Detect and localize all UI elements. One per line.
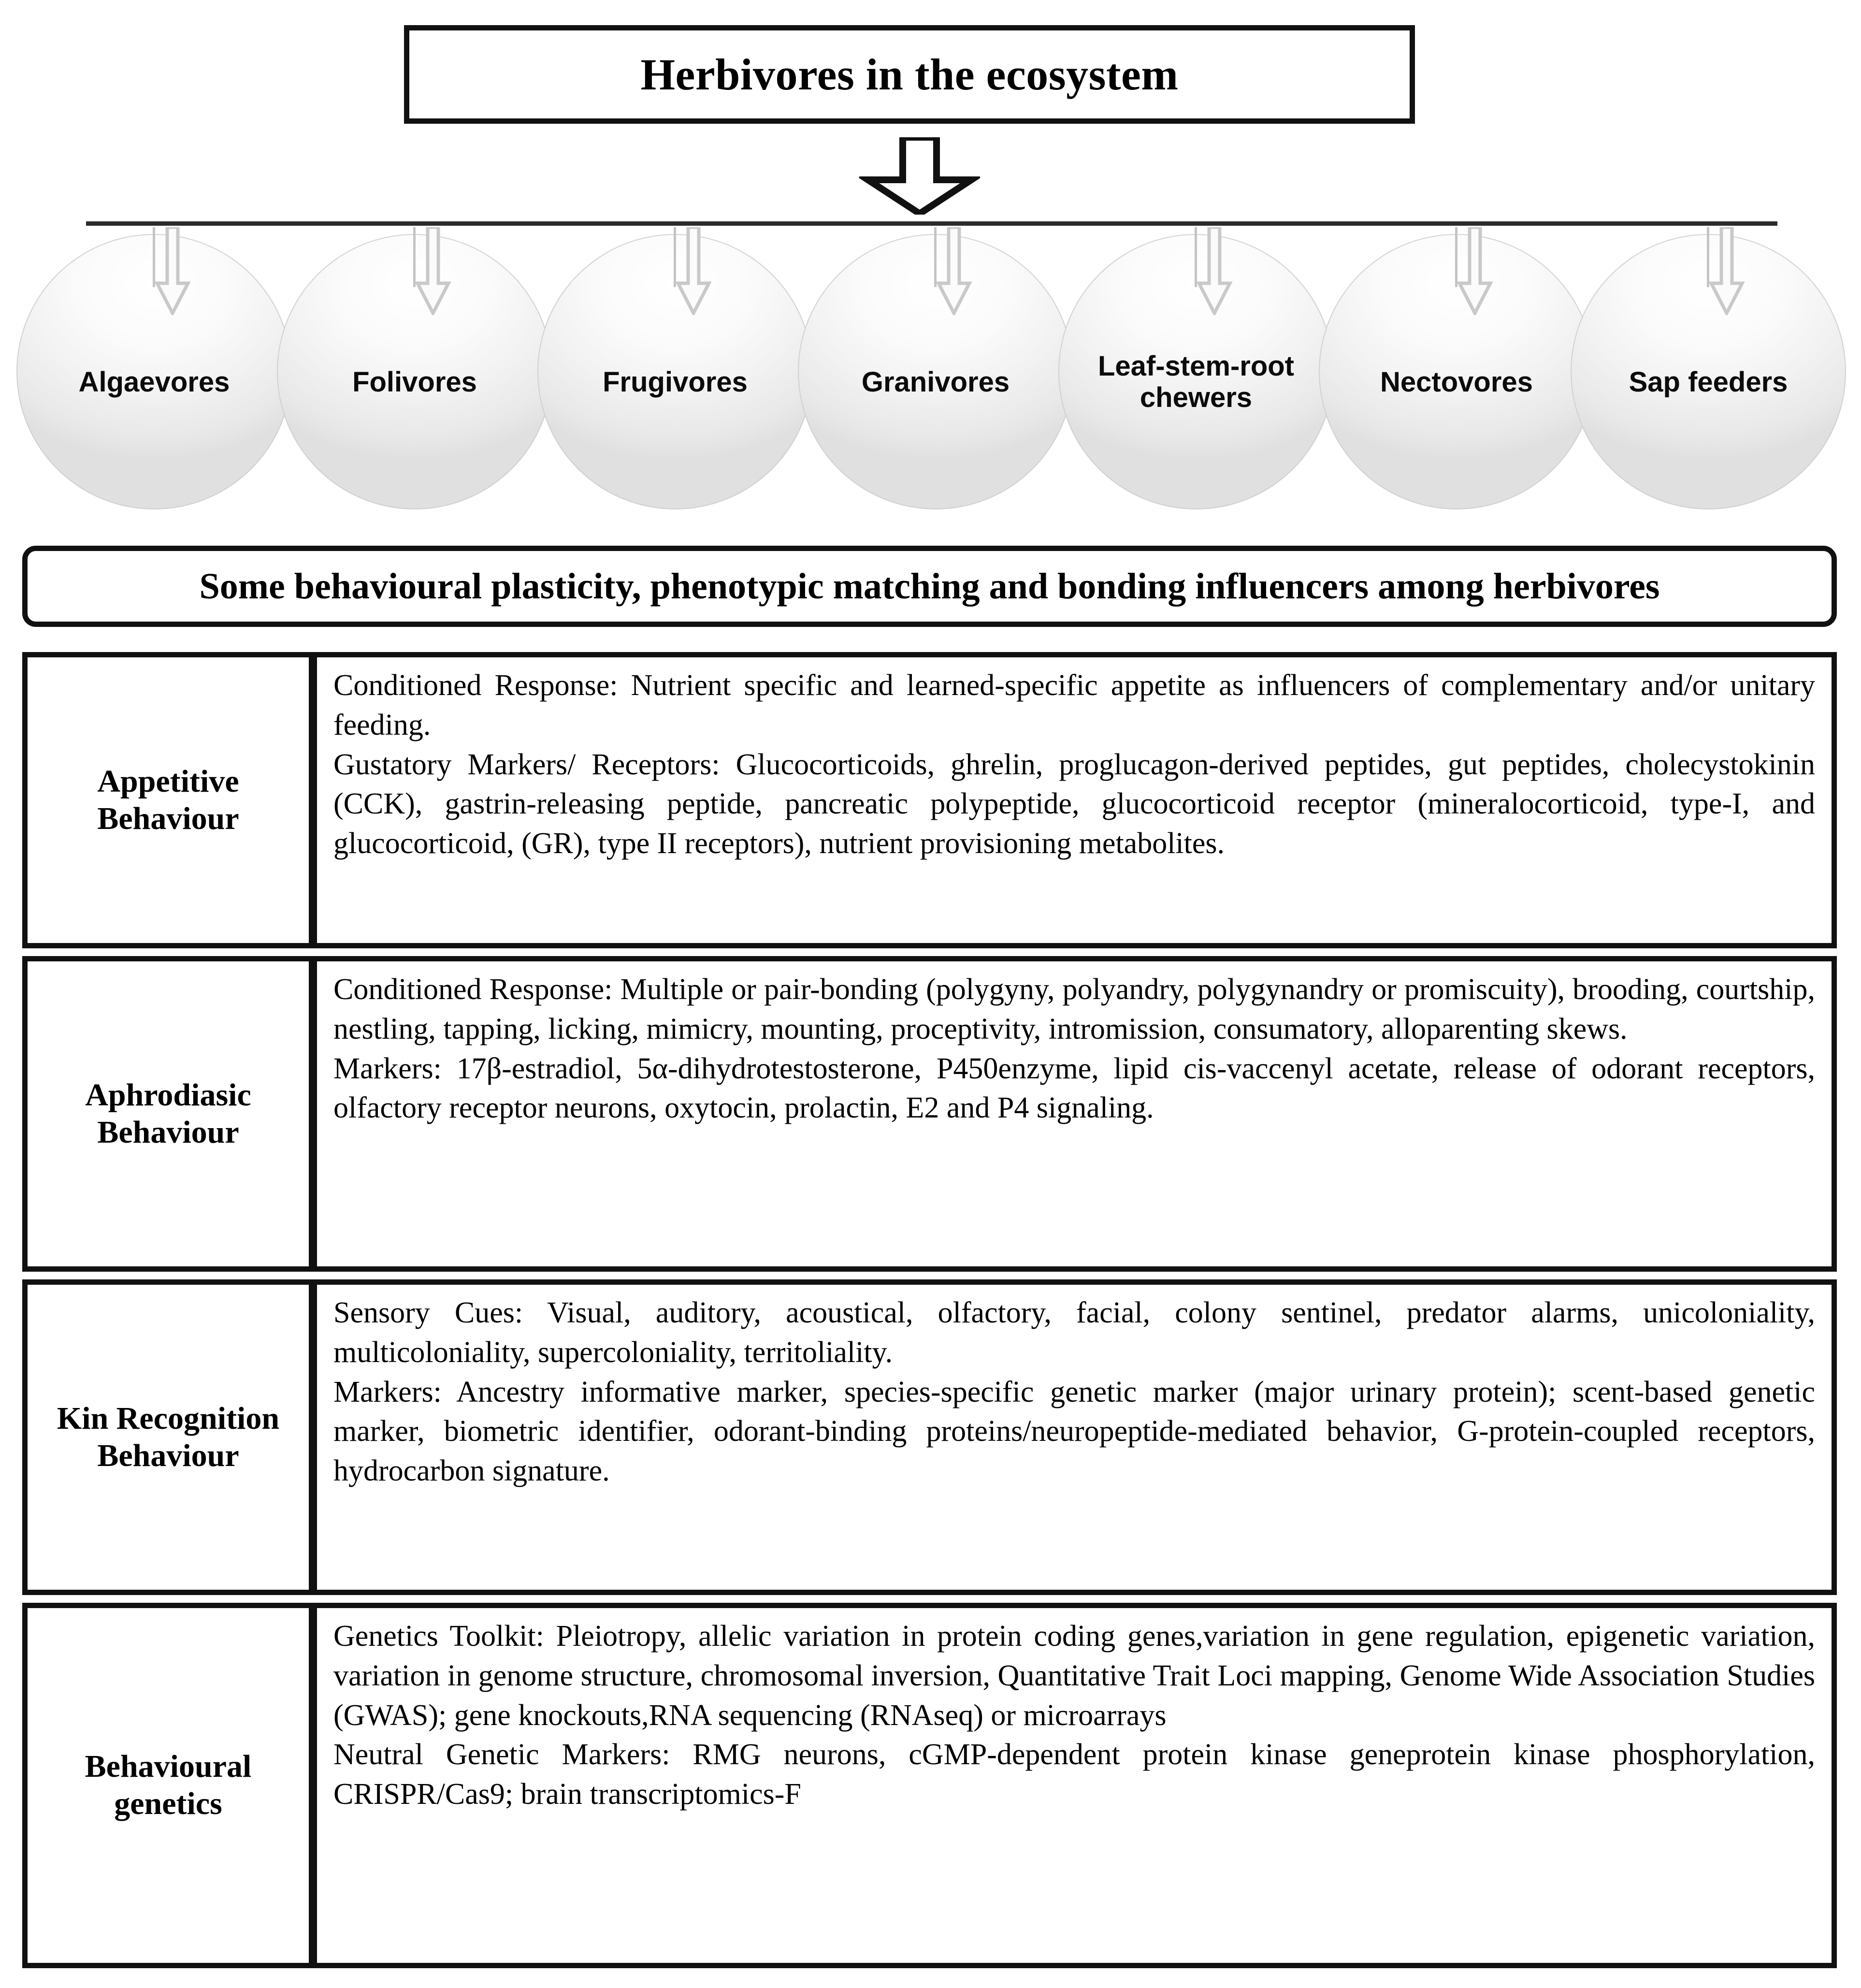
section-banner-text: Some behavioural plasticity, phenotypic matching and bonding influencers among herbivores [199,566,1660,607]
herbivore-type-label: Leaf-stem-root chewers [1097,350,1294,413]
down-block-arrow-small-icon [675,227,712,315]
table-row-content [314,956,1837,1272]
herbivore-types-row [0,227,1861,517]
table-row [22,1279,1837,1595]
table-row-label: Kin Recognition Behaviour [22,1279,314,1595]
herbivore-type-label: Algaevores [78,366,230,398]
down-block-arrow-small-icon [1457,227,1493,315]
herbivore-type-label: Frugivores [603,366,748,398]
down-block-arrow-small-icon [936,227,972,315]
down-block-arrow-small-icon [1708,227,1745,315]
down-block-arrow-small-icon [154,227,191,315]
paragraph: Genetics Toolkit: Pleiotropy, allelic variation in protein coding genes,variation in gene regulation, epigenetic variation, variation in genome structure, chromosomal inversion, Quantitative Trait Loci mapping, Genome Wide Association Studies (GWAS); gene knockouts,RNA sequencing (RNAseq) or microarrays [333,1620,1815,1732]
table-row-label: Aphrodiasic Behaviour [22,956,314,1272]
paragraph: Gustatory Markers/ Receptors: Glucocorticoids, ghrelin, proglucagon-derived peptides, gut peptides, cholecystokinin (CCK), gastrin-releasing peptide, pancreatic polypeptide, glucocorticoid receptor (mineralocorticoid, type-I, and glucocorticoid, (GR), type II receptors), nutrient provisioning metabolites. [333,748,1815,860]
distribution-bar [86,221,1777,226]
table-row [22,652,1837,948]
table-row-label: Behavioural genetics [22,1603,314,1968]
table-row-label: Appetitive Behaviour [22,652,314,948]
paragraph: Markers: 17β-estradiol, 5α-dihydrotestosterone, P450enzyme, lipid cis-vaccenyl acetate, release of odorant receptors, olfactory receptor neurons, oxytocin, prolactin, E2 and P4 signaling. [333,1052,1815,1125]
herbivore-type-label: Granivores [861,366,1010,398]
herbivore-type-label: Folivores [352,366,477,398]
herbivore-type-label: Nectovores [1380,366,1533,398]
table-row-content [314,1603,1837,1968]
down-block-arrow-small-icon [415,227,451,315]
down-block-arrow-icon [859,137,980,215]
paragraph: Sensory Cues: Visual, auditory, acoustical, olfactory, facial, colony sentinel, predator alarms, unicoloniality, multicoloniality, supercoloniality, territoliality. [333,1296,1815,1369]
table-row-content [314,1279,1837,1595]
table-row-content [314,652,1837,948]
section-banner [22,546,1837,627]
table-row [22,1603,1837,1968]
table-row [22,956,1837,1272]
paragraph: Conditioned Response: Multiple or pair-bonding (polygyny, polyandry, polygynandry or promiscuity), brooding, courtship, nestling, tapping, licking, mimicry, mounting, proceptivity, intromission, consumatory, alloparenting skews. [333,973,1815,1045]
herbivore-type-label: Sap feeders [1629,366,1788,398]
title-box [404,25,1415,124]
down-block-arrow-small-icon [1196,227,1233,315]
paragraph: Neutral Genetic Markers: RMG neurons, cGMP-dependent protein kinase geneprotein kinase phosphorylation, CRISPR/Cas9; brain transcriptomics-F [333,1738,1815,1811]
paragraph: Markers: Ancestry informative marker, species-specific genetic marker (major urinary protein); scent-based genetic marker, biometric identifier, odorant-binding proteins/neuropeptide-mediated behavior, G-protein-coupled receptors, hydrocarbon signature. [333,1375,1815,1488]
paragraph: Conditioned Response: Nutrient specific and learned-specific appetite as influencers of complementary and/or unitary feeding. [333,669,1815,741]
page-title: Herbivores in the ecosystem [640,50,1179,99]
